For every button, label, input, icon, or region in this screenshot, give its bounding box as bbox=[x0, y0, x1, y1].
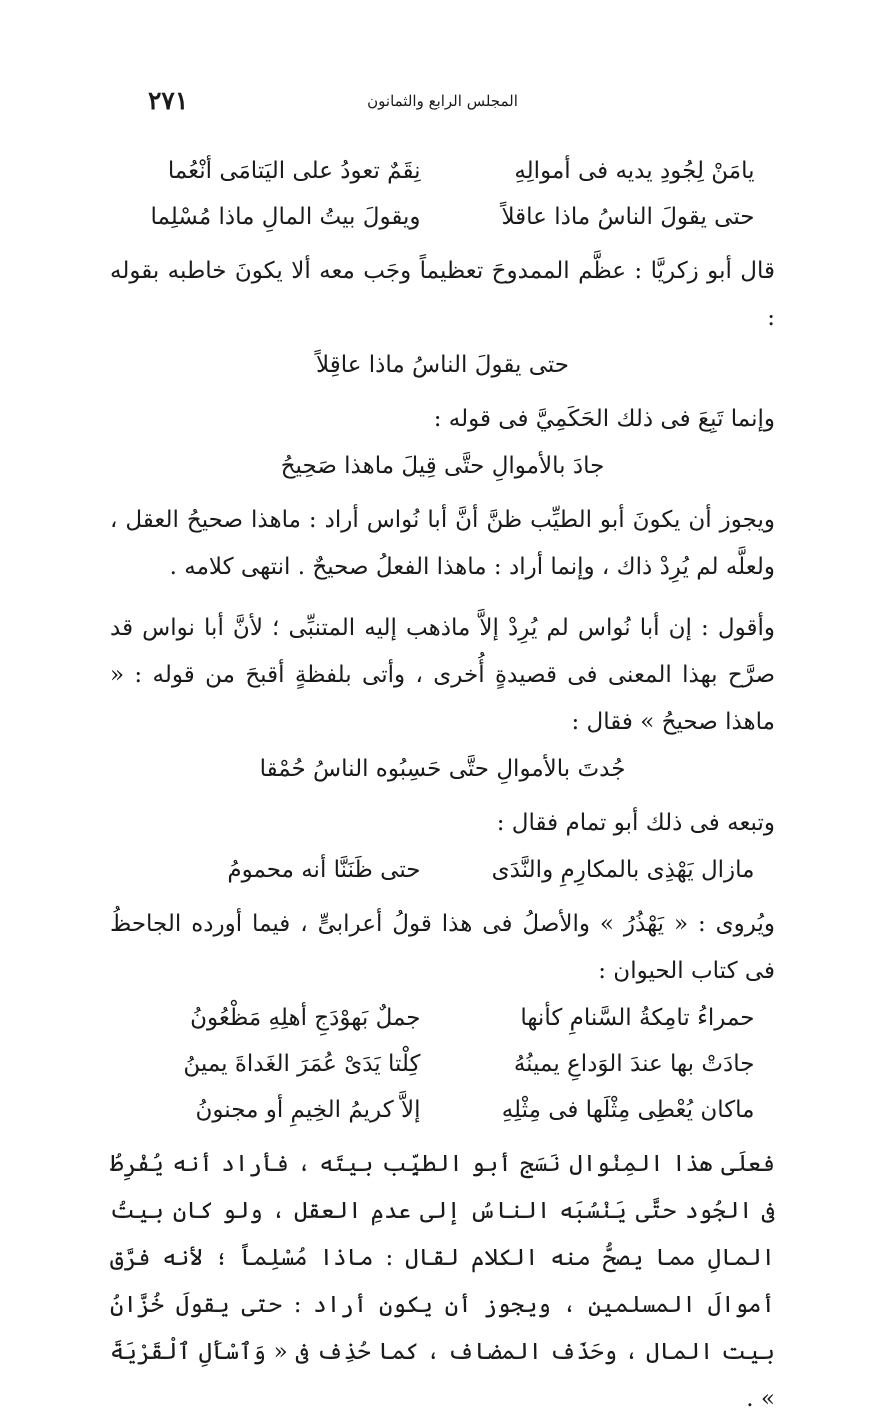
verse-hemistich-second: نِقَمٌ تعودُ على اليَتامَى أنْعُما bbox=[167, 158, 421, 184]
prose-paragraph: ويُروى : « يَهْذُرُ » والأصلُ فى هذا قولُ أعرابىٍّ ، فيما أورده الجاحظُ فى كتاب الحيوان : bbox=[110, 911, 775, 984]
quoted-verse-text: جُدتَ بالأموالِ حتَّى حَسِبُوه الناسُ حُمْقا bbox=[259, 756, 626, 782]
prose-paragraph: ويجوز أن يكونَ أبو الطيِّب ظنَّ أنَّ أبا نُواس أراد : ماهذا صحيحُ العقل ، ولعلَّه لم يُرِدْ ذاك ، وإنما أراد : ماهذا الفعلُ صحيحٌ . انتهى كلامه . bbox=[110, 507, 775, 580]
verse-hemistich-first: ماكان يُعْطِى مِثْلَها فى مِثْلِهِ bbox=[501, 1097, 755, 1123]
verse-line bbox=[110, 995, 775, 1041]
prose-paragraph: فعلَى هذا المِنْوال نَسَج أبو الطيِّب بيتَه ، فأراد أنه يُفْرِطُ فى الجُود حتَّى يَنْسُبَه الناسُ إلى عدمِ العقل ، ولو كان بيتُ المالِ مما يصحُّ منه الكلام لقال : ماذا مُسْلِماً ؛ لأنه فرَّق أموالَ المسلمين ، ويجوز أن يكون أراد : حتى يقولَ خُزَّانُ بيت المال ، وحَذَف المضاف ، كما حُذِف فى « وَٱسْأَلِ ٱلْقَرْيَةَ » . bbox=[110, 1151, 775, 1412]
quoted-verse-text: جادَ بالأموالِ حتَّى قِيلَ ماهذا صَحِيحُ bbox=[280, 453, 605, 479]
verse-hemistich-first: يامَنْ لِجُودِ يديه فى أموالِهِ bbox=[514, 158, 755, 184]
verse-hemistich-second: حتى ظَنَنَّا أنه محمومُ bbox=[227, 857, 421, 883]
verse-hemistich-first: حتى يقولَ الناسُ ماذا عاقلاً bbox=[501, 204, 755, 230]
quoted-verse bbox=[110, 746, 775, 792]
prose-paragraph: وإنما تَبِعَ فى ذلك الحَكَمِيَّ فى قوله : bbox=[433, 406, 775, 432]
verse-hemistich-first: حمراءُ تامِكةُ السَّنامِ كأنها bbox=[520, 1005, 755, 1031]
verse-hemistich-first: مازال يَهْذِى بالمكارِمِ والنَّدَى bbox=[491, 857, 755, 883]
page-number: ٢٧١ bbox=[148, 86, 189, 115]
prose-paragraph: وتبعه فى ذلك أبو تمام فقال : bbox=[496, 810, 775, 836]
verse-line bbox=[110, 847, 775, 893]
verse-line bbox=[110, 1087, 775, 1133]
quoted-verse bbox=[110, 443, 775, 489]
verse-hemistich-second: كِلْتا يَدَىْ عُمَرَ الغَداةَ يمينُ bbox=[183, 1051, 421, 1077]
prose-paragraph: قال أبو زكريَّا : عظَّم الممدوحَ تعظيماً وجَب معه ألا يكونَ خاطبه بقوله : bbox=[110, 258, 775, 331]
page-header bbox=[140, 86, 745, 116]
quoted-verse-text: حتى يقولَ الناسُ ماذا عاقِلاً bbox=[315, 352, 570, 378]
quoted-verse bbox=[110, 342, 775, 388]
page-body bbox=[110, 148, 775, 1423]
running-title: المجلس الرابع والثمانون bbox=[367, 92, 518, 110]
verse-hemistich-second: إلاَّ كريمُ الخِيمِ أو مجنونُ bbox=[195, 1097, 421, 1123]
verse-line bbox=[110, 1041, 775, 1087]
verse-line bbox=[110, 194, 775, 240]
verse-hemistich-second: جملٌ بَهوْدَجِ أهلِهِ مَظْعُونُ bbox=[190, 1005, 421, 1031]
verse-line bbox=[110, 148, 775, 194]
prose-paragraph: وأقول : إن أبا نُواس لم يُرِدْ إلاَّ ماذهب إليه المتنبِّى ؛ لأنَّ أبا نواس قد صرَّح بهذا المعنى فى قصيدةٍ أُخرى ، وأتى بلفظةٍ أقبحَ من قوله : « ماهذا صحيحُ » فقال : bbox=[110, 615, 775, 735]
verse-hemistich-first: جادَتْ بها عندَ الوَداعِ يمينُهُ bbox=[513, 1051, 755, 1077]
verse-hemistich-second: ويقولَ بيتُ المالِ ماذا مُسْلِما bbox=[150, 204, 421, 230]
